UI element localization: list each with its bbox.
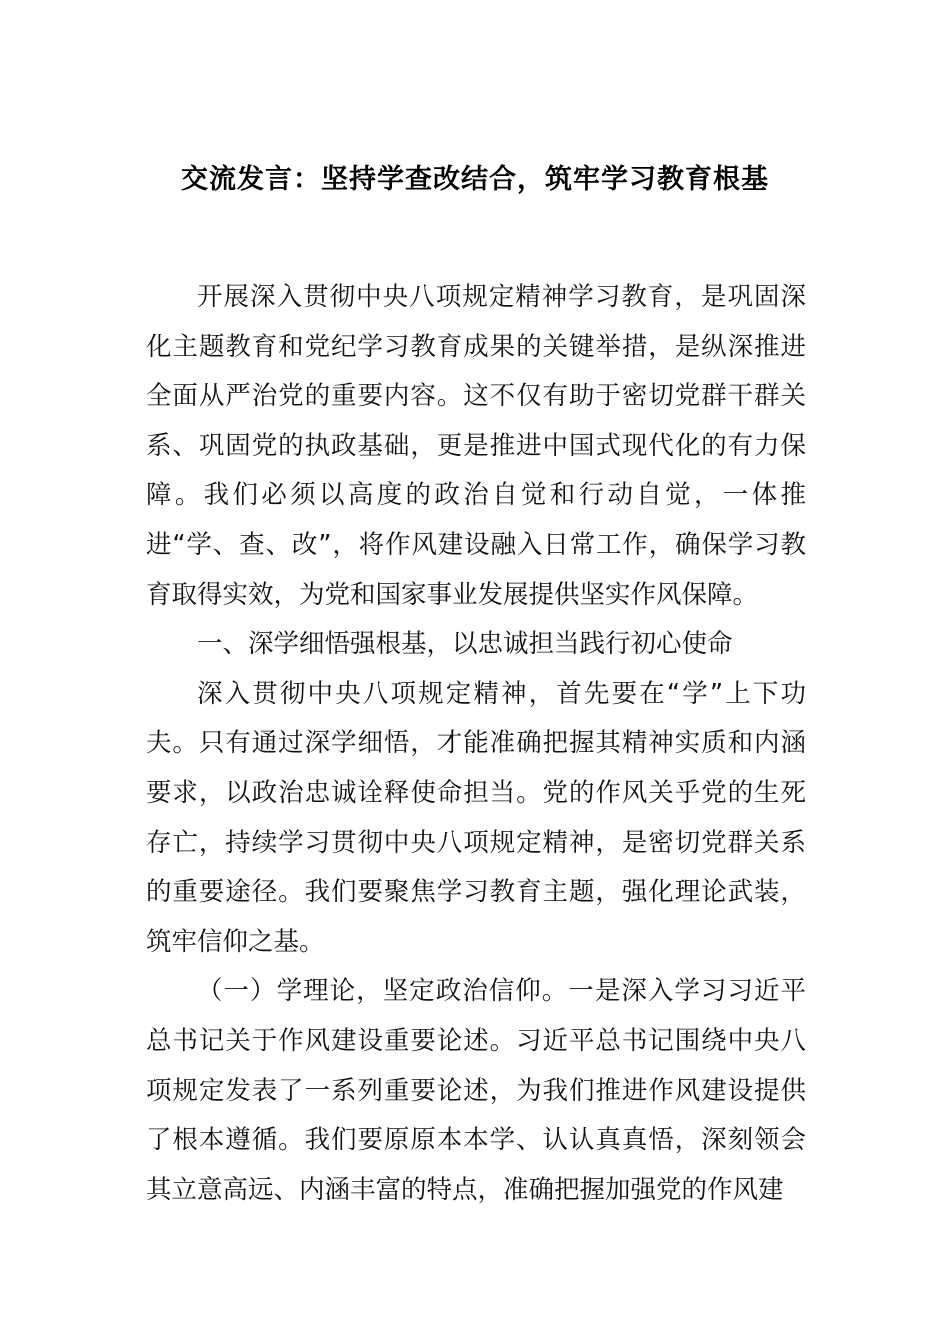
section-1-paragraph: 深入贯彻中央八项规定精神，首先要在“学”上下功夫。只有通过深学细悟，才能准确把握其精神实质和内涵要求，以政治忠诚诠释使命担当。党的作风关乎党的生死存亡，持续学习贯彻中央八项规定精神，是密切党群关系的重要途径。我们要聚焦学习教育主题，强化理论武装，筑牢信仰之基。 (146, 678, 806, 957)
document-body (146, 273, 806, 1215)
subsection-1-paragraph: （一）学理论，坚定政治信仰。一是深入学习习近平总书记关于作风建设重要论述。习近平总书记围绕中央八项规定发表了一系列重要论述，为我们推进作风建设提供了根本遵循。我们要原原本本学、认认真真悟，深刻领会其立意高远、内涵丰富的特点，准确把握加强党的作风建 (146, 976, 806, 1205)
intro-paragraph: 开展深入贯彻中央八项规定精神学习教育，是巩固深化主题教育和党纪学习教育成果的关键举措，是纵深推进全面从严治党的重要内容。这不仅有助于密切党群干群关系、巩固党的执政基础，更是推进中国式现代化的有力保障。我们必须以高度的政治自觉和行动自觉，一体推进“学、查、改”，将作风建设融入日常工作，确保学习教育取得实效，为党和国家事业发展提供坚实作风保障。 (146, 282, 806, 610)
document-title: 交流发言：坚持学查改结合，筑牢学习教育根基 (181, 164, 769, 195)
section-heading-1: 一、深学细悟强根基，以忠诚担当践行初心使命 (197, 629, 733, 660)
